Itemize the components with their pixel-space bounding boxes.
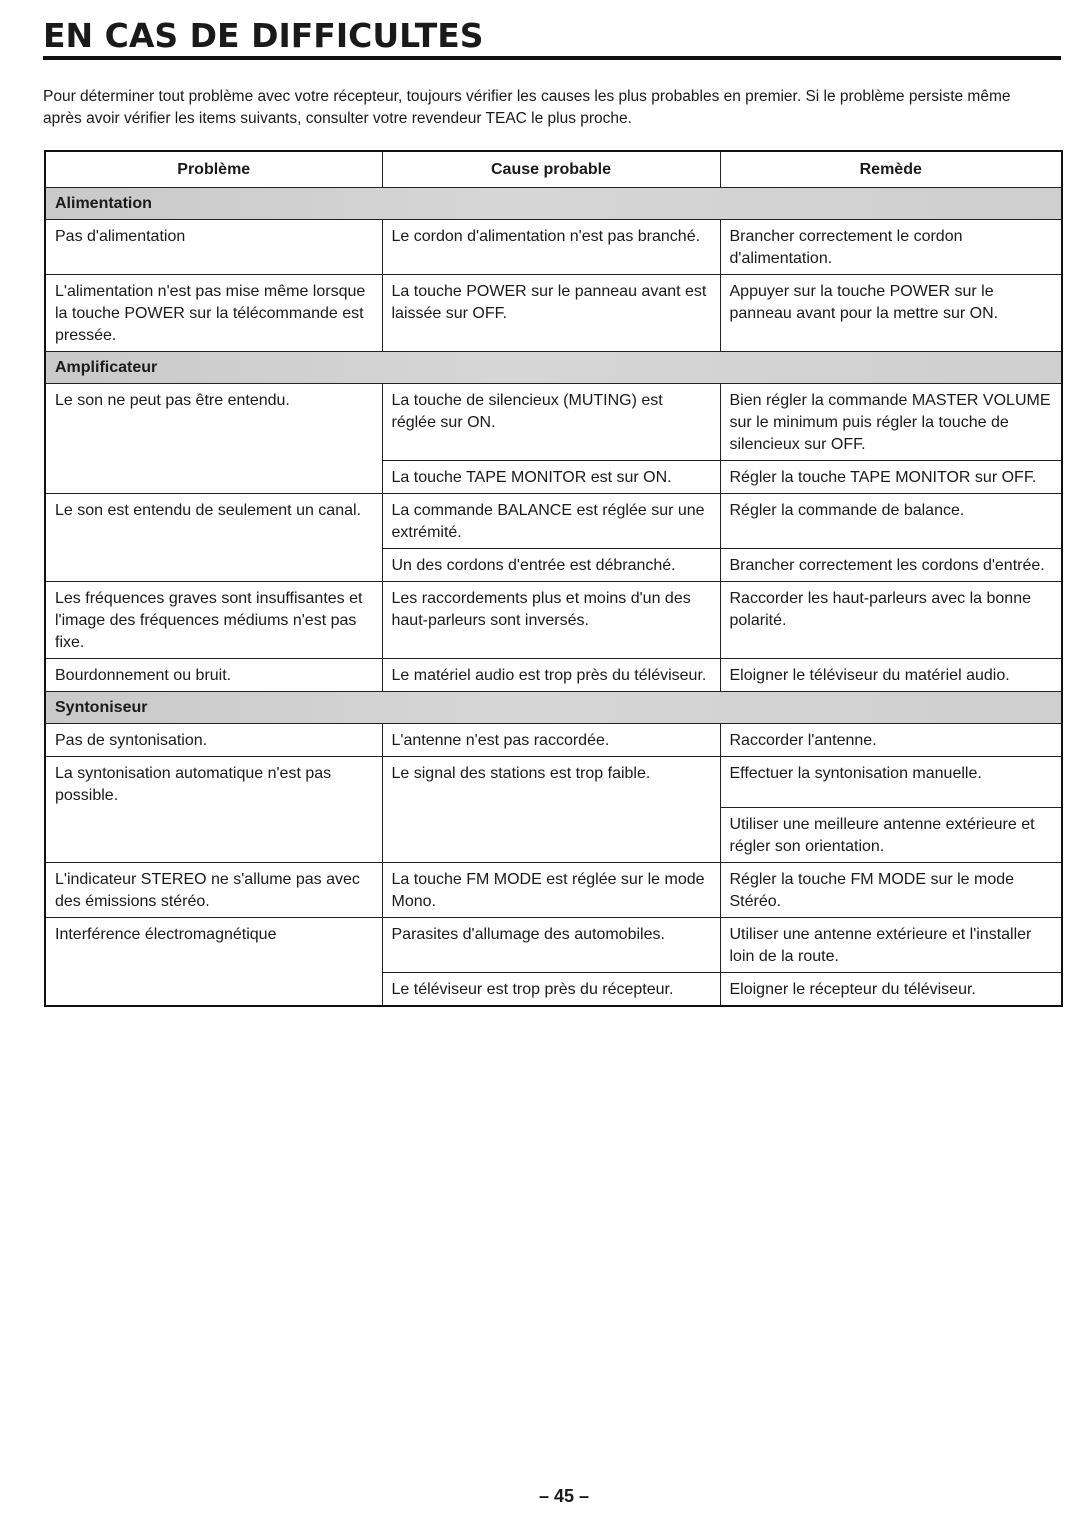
cause-cell: Le cordon d'alimentation n'est pas branché.: [382, 220, 720, 275]
cause-cell: Le matériel audio est trop près du téléviseur.: [382, 659, 720, 692]
problem-cell: Pas de syntonisation.: [45, 724, 382, 757]
problem-cell: Pas d'alimentation: [45, 220, 382, 275]
table-row: [45, 659, 1062, 692]
section-title: Alimentation: [45, 188, 1062, 220]
problem-cell: Interférence électromagnétique: [45, 918, 382, 1007]
cause-cell: Le signal des stations est trop faible.: [382, 757, 720, 863]
cause-cell: La commande BALANCE est réglée sur une extrémité.: [382, 494, 720, 549]
title-rule: [43, 56, 1061, 60]
cause-cell: La touche TAPE MONITOR est sur ON.: [382, 461, 720, 494]
remedy-cell: Effectuer la syntonisation manuelle.: [720, 757, 1062, 808]
section-alimentation: [45, 188, 1062, 220]
table-row: [45, 582, 1062, 659]
intro-paragraph: Pour déterminer tout problème avec votre récepteur, toujours vérifier les causes les plus probables en premier. Si le problème persiste même après avoir vérifier les items suivants, consulter votre revendeur TEAC le plus proche.: [43, 88, 1011, 127]
table-row: [45, 724, 1062, 757]
section-title: Amplificateur: [45, 352, 1062, 384]
header-problem: Problème: [45, 151, 382, 188]
cause-cell: La touche POWER sur le panneau avant est laissée sur OFF.: [382, 275, 720, 352]
cause-cell: Un des cordons d'entrée est débranché.: [382, 549, 720, 582]
section-amplificateur: [45, 352, 1062, 384]
remedy-cell: Raccorder les haut-parleurs avec la bonne polarité.: [720, 582, 1062, 659]
remedy-cell: Utiliser une meilleure antenne extérieure et régler son orientation.: [720, 808, 1062, 863]
cause-cell: La touche FM MODE est réglée sur le mode Mono.: [382, 863, 720, 918]
cause-cell: L'antenne n'est pas raccordée.: [382, 724, 720, 757]
table-row: [45, 918, 1062, 973]
problem-cell: La syntonisation automatique n'est pas possible.: [45, 757, 382, 863]
cause-cell: La touche de silencieux (MUTING) est réglée sur ON.: [382, 384, 720, 461]
header-remedy: Remède: [720, 151, 1062, 188]
table-header-row: [45, 151, 1062, 188]
remedy-cell: Régler la touche FM MODE sur le mode Stéréo.: [720, 863, 1062, 918]
remedy-cell: Bien régler la commande MASTER VOLUME sur le minimum puis régler la touche de silencieux sur OFF.: [720, 384, 1062, 461]
table-row: [45, 494, 1062, 549]
remedy-cell: Eloigner le récepteur du téléviseur.: [720, 973, 1062, 1007]
cause-cell: Les raccordements plus et moins d'un des haut-parleurs sont inversés.: [382, 582, 720, 659]
table-row: [45, 863, 1062, 918]
cause-cell: Parasites d'allumage des automobiles.: [382, 918, 720, 973]
remedy-cell: Brancher correctement le cordon d'alimentation.: [720, 220, 1062, 275]
troubleshooting-table: [44, 150, 1063, 1007]
header-cause: Cause probable: [382, 151, 720, 188]
remedy-cell: Brancher correctement les cordons d'entrée.: [720, 549, 1062, 582]
problem-cell: Bourdonnement ou bruit.: [45, 659, 382, 692]
remedy-cell: Raccorder l'antenne.: [720, 724, 1062, 757]
problem-cell: L'alimentation n'est pas mise même lorsque la touche POWER sur la télécommande est pressée.: [45, 275, 382, 352]
cause-cell: Le téléviseur est trop près du récepteur.: [382, 973, 720, 1007]
section-syntoniseur: [45, 692, 1062, 724]
page-title: EN CAS DE DIFFICULTES: [43, 16, 484, 55]
section-title: Syntoniseur: [45, 692, 1062, 724]
page-number: – 45 –: [538, 1486, 590, 1506]
table-row: [45, 384, 1062, 461]
remedy-cell: Eloigner le téléviseur du matériel audio.: [720, 659, 1062, 692]
table-row: [45, 220, 1062, 275]
table-row: [45, 275, 1062, 352]
table-row: [45, 757, 1062, 808]
problem-cell: Le son ne peut pas être entendu.: [45, 384, 382, 494]
problem-cell: Le son est entendu de seulement un canal.: [45, 494, 382, 582]
remedy-cell: Régler la commande de balance.: [720, 494, 1062, 549]
problem-cell: Les fréquences graves sont insuffisantes et l'image des fréquences médiums n'est pas fixe.: [45, 582, 382, 659]
remedy-cell: Utiliser une antenne extérieure et l'installer loin de la route.: [720, 918, 1062, 973]
remedy-cell: Appuyer sur la touche POWER sur le panneau avant pour la mettre sur ON.: [720, 275, 1062, 352]
problem-cell: L'indicateur STEREO ne s'allume pas avec des émissions stéréo.: [45, 863, 382, 918]
remedy-cell: Régler la touche TAPE MONITOR sur OFF.: [720, 461, 1062, 494]
